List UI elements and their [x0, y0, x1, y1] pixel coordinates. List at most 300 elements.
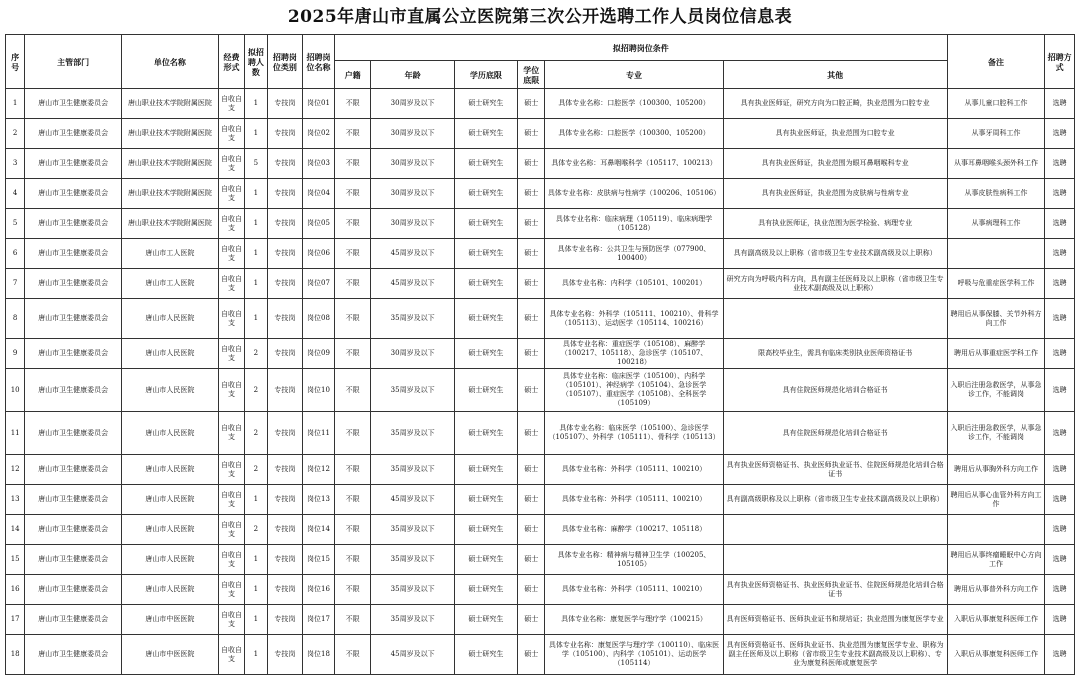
cell-hukou: 不限: [334, 89, 371, 119]
cell-pos: 岗位04: [303, 179, 335, 209]
cell-dept: 唐山市卫生健康委员会: [25, 149, 122, 179]
cell-edu: 硕士研究生: [454, 179, 517, 209]
cell-num: 1: [245, 89, 267, 119]
table-row: [6, 299, 1075, 339]
cell-num: 2: [245, 455, 267, 485]
cell-other: 具有副高级职称及以上职称（省市级卫生专业技术副高级及以上职称）: [723, 485, 947, 515]
cell-unit: 唐山职业技术学院附属医院: [122, 179, 219, 209]
cell-method: 选聘: [1045, 209, 1075, 239]
cell-other: 具有执业医师证，执业范围为眼耳鼻咽喉科专业: [723, 149, 947, 179]
cell-seq: 5: [6, 209, 25, 239]
cell-other: 具有执业医师证，研究方向为口腔正畸，执业范围为口腔专业: [723, 89, 947, 119]
cell-unit: 唐山市人民医院: [122, 485, 219, 515]
cell-other: 研究方向为呼吸内科方向，具有副主任医师及以上职称（省市级卫生专业技术副高级及以上职称）: [723, 269, 947, 299]
cell-hukou: 不限: [334, 575, 371, 605]
cell-method: 选聘: [1045, 299, 1075, 339]
header-conditions: 拟招聘岗位条件: [334, 35, 947, 61]
cell-category: 专技岗: [267, 485, 303, 515]
cell-dept: 唐山市卫生健康委员会: [25, 412, 122, 455]
header-seq: 序号: [6, 35, 25, 89]
cell-remark: 从事病理科工作: [947, 209, 1045, 239]
cell-category: 专技岗: [267, 149, 303, 179]
cell-dept: 唐山市卫生健康委员会: [25, 209, 122, 239]
cell-remark: 聘用后从事心血管外科方向工作: [947, 485, 1045, 515]
cell-category: 专技岗: [267, 545, 303, 575]
header-hukou: 户籍: [334, 61, 371, 89]
cell-hukou: 不限: [334, 149, 371, 179]
cell-num: 1: [245, 485, 267, 515]
cell-age: 45周岁及以下: [371, 239, 454, 269]
cell-hukou: 不限: [334, 119, 371, 149]
document-title: 2025年唐山市直属公立医院第三次公开选聘工作人员岗位信息表: [287, 7, 793, 27]
cell-degree: 硕士: [517, 455, 544, 485]
cell-edu: 硕士研究生: [454, 515, 517, 545]
cell-major: 具体专业名称：康复医学与理疗学（100110）、临床医学（105100）、内科学（105101）、运动医学（105114）: [545, 635, 723, 675]
cell-funding: 自收自支: [218, 299, 244, 339]
table-row: [6, 149, 1075, 179]
cell-hukou: 不限: [334, 339, 371, 369]
cell-dept: 唐山市卫生健康委员会: [25, 575, 122, 605]
cell-age: 35周岁及以下: [371, 605, 454, 635]
cell-degree: 硕士: [517, 299, 544, 339]
cell-remark: 聘用后从事重症医学科工作: [947, 339, 1045, 369]
cell-funding: 自收自支: [218, 339, 244, 369]
table-row: [6, 179, 1075, 209]
cell-num: 1: [245, 239, 267, 269]
table-row: [6, 209, 1075, 239]
cell-method: 选聘: [1045, 412, 1075, 455]
cell-method: 选聘: [1045, 485, 1075, 515]
cell-degree: 硕士: [517, 339, 544, 369]
header-dept: 主管部门: [25, 35, 122, 89]
cell-pos: 岗位05: [303, 209, 335, 239]
cell-unit: 唐山市中医医院: [122, 605, 219, 635]
cell-method: 选聘: [1045, 89, 1075, 119]
cell-funding: 自收自支: [218, 149, 244, 179]
cell-hukou: 不限: [334, 269, 371, 299]
cell-method: 选聘: [1045, 239, 1075, 269]
header-unit: 单位名称: [122, 35, 219, 89]
header-category: 招聘岗位类别: [267, 35, 303, 89]
cell-category: 专技岗: [267, 209, 303, 239]
cell-pos: 岗位06: [303, 239, 335, 269]
cell-dept: 唐山市卫生健康委员会: [25, 89, 122, 119]
cell-unit: 唐山职业技术学院附属医院: [122, 209, 219, 239]
cell-degree: 硕士: [517, 412, 544, 455]
cell-degree: 硕士: [517, 239, 544, 269]
cell-degree: 硕士: [517, 179, 544, 209]
cell-seq: 1: [6, 89, 25, 119]
cell-degree: 硕士: [517, 149, 544, 179]
cell-age: 35周岁及以下: [371, 455, 454, 485]
cell-hukou: 不限: [334, 485, 371, 515]
cell-pos: 岗位12: [303, 455, 335, 485]
cell-category: 专技岗: [267, 635, 303, 675]
cell-remark: 呼吸与危重症医学科工作: [947, 269, 1045, 299]
table-row: [6, 239, 1075, 269]
cell-dept: 唐山市卫生健康委员会: [25, 605, 122, 635]
cell-major: 具体专业名称：内科学（105101、100201）: [545, 269, 723, 299]
cell-category: 专技岗: [267, 239, 303, 269]
cell-funding: 自收自支: [218, 605, 244, 635]
cell-unit: 唐山职业技术学院附属医院: [122, 149, 219, 179]
cell-degree: 硕士: [517, 485, 544, 515]
cell-age: 35周岁及以下: [371, 545, 454, 575]
cell-edu: 硕士研究生: [454, 89, 517, 119]
cell-num: 1: [245, 119, 267, 149]
cell-age: 45周岁及以下: [371, 485, 454, 515]
cell-unit: 唐山市工人医院: [122, 269, 219, 299]
cell-seq: 15: [6, 545, 25, 575]
cell-age: 35周岁及以下: [371, 412, 454, 455]
cell-other: 具有住院医师规范化培训合格证书: [723, 369, 947, 412]
cell-other: 具有住院医师规范化培训合格证书: [723, 412, 947, 455]
cell-category: 专技岗: [267, 515, 303, 545]
table-row: [6, 369, 1075, 412]
cell-other: 具有医师资格证书、医师执业证书、执业范围为康复医学专业、职称为副主任医师及以上职称（省市级卫生专业技术副高级及以上职称）、专业为康复科医师或康复医学: [723, 635, 947, 675]
cell-degree: 硕士: [517, 635, 544, 675]
cell-category: 专技岗: [267, 299, 303, 339]
cell-unit: 唐山市人民医院: [122, 515, 219, 545]
cell-degree: 硕士: [517, 209, 544, 239]
cell-other: [723, 545, 947, 575]
cell-method: 选聘: [1045, 179, 1075, 209]
cell-degree: 硕士: [517, 269, 544, 299]
cell-category: 专技岗: [267, 412, 303, 455]
cell-major: 具体专业名称：临床病理（105119）、临床病理学（105128）: [545, 209, 723, 239]
cell-hukou: 不限: [334, 515, 371, 545]
table-row: [6, 575, 1075, 605]
cell-edu: 硕士研究生: [454, 545, 517, 575]
cell-edu: 硕士研究生: [454, 455, 517, 485]
cell-funding: 自收自支: [218, 209, 244, 239]
cell-degree: 硕士: [517, 89, 544, 119]
cell-seq: 4: [6, 179, 25, 209]
cell-pos: 岗位01: [303, 89, 335, 119]
cell-hukou: 不限: [334, 635, 371, 675]
cell-unit: 唐山职业技术学院附属医院: [122, 119, 219, 149]
cell-remark: 入职后注册急救医学，从事急诊工作，不能调岗: [947, 369, 1045, 412]
cell-seq: 14: [6, 515, 25, 545]
cell-pos: 岗位11: [303, 412, 335, 455]
table-row: [6, 455, 1075, 485]
cell-dept: 唐山市卫生健康委员会: [25, 299, 122, 339]
cell-dept: 唐山市卫生健康委员会: [25, 515, 122, 545]
cell-method: 选聘: [1045, 455, 1075, 485]
cell-num: 1: [245, 545, 267, 575]
cell-remark: 入职后注册急救医学，从事急诊工作，不能调岗: [947, 412, 1045, 455]
cell-pos: 岗位03: [303, 149, 335, 179]
cell-seq: 13: [6, 485, 25, 515]
cell-other: 具有执业医师证，执业范围为口腔专业: [723, 119, 947, 149]
cell-other: 具有执业医师资格证书、执业医师执业证书、住院医师规范化培训合格证书: [723, 575, 947, 605]
cell-remark: 聘用后从事保膝、关节外科方向工作: [947, 299, 1045, 339]
cell-unit: 唐山市人民医院: [122, 545, 219, 575]
cell-other: 具有医师资格证书、医师执业证书和规培证；执业范围为康复医学专业: [723, 605, 947, 635]
cell-pos: 岗位14: [303, 515, 335, 545]
cell-major: 具体专业名称：康复医学与理疗学（100215）: [545, 605, 723, 635]
cell-category: 专技岗: [267, 269, 303, 299]
cell-edu: 硕士研究生: [454, 239, 517, 269]
cell-remark: 聘用后从事终瘤睡眠中心方向工作: [947, 545, 1045, 575]
cell-pos: 岗位10: [303, 369, 335, 412]
cell-seq: 8: [6, 299, 25, 339]
cell-major: 具体专业名称：口腔医学（100300、105200）: [545, 89, 723, 119]
cell-unit: 唐山职业技术学院附属医院: [122, 89, 219, 119]
cell-edu: 硕士研究生: [454, 269, 517, 299]
cell-dept: 唐山市卫生健康委员会: [25, 369, 122, 412]
cell-category: 专技岗: [267, 369, 303, 412]
cell-hukou: 不限: [334, 605, 371, 635]
cell-funding: 自收自支: [218, 455, 244, 485]
cell-method: 选聘: [1045, 635, 1075, 675]
cell-age: 30周岁及以下: [371, 119, 454, 149]
header-num: 拟招聘人数: [245, 35, 267, 89]
cell-other: 限高校毕业生，需具有临床类别执业医师资格证书: [723, 339, 947, 369]
cell-hukou: 不限: [334, 209, 371, 239]
table-row: [6, 269, 1075, 299]
cell-pos: 岗位13: [303, 485, 335, 515]
cell-seq: 9: [6, 339, 25, 369]
cell-funding: 自收自支: [218, 119, 244, 149]
header-pos: 招聘岗位名称: [303, 35, 335, 89]
cell-category: 专技岗: [267, 455, 303, 485]
cell-unit: 唐山市人民医院: [122, 339, 219, 369]
cell-num: 1: [245, 575, 267, 605]
header-major: 专业: [545, 61, 723, 89]
cell-edu: 硕士研究生: [454, 339, 517, 369]
cell-major: 具体专业名称：外科学（105111、100210）: [545, 575, 723, 605]
cell-major: 具体专业名称：外科学（105111、100210）、骨科学（105113）、运动医学（105114、100216）: [545, 299, 723, 339]
header-other: 其他: [723, 61, 947, 89]
cell-seq: 7: [6, 269, 25, 299]
position-table: [5, 34, 1075, 675]
cell-major: 具体专业名称：口腔医学（100300、105200）: [545, 119, 723, 149]
cell-unit: 唐山市人民医院: [122, 412, 219, 455]
cell-funding: 自收自支: [218, 515, 244, 545]
table-row: [6, 635, 1075, 675]
cell-hukou: 不限: [334, 299, 371, 339]
cell-remark: [947, 515, 1045, 545]
cell-age: 30周岁及以下: [371, 179, 454, 209]
cell-other: 具有执业医师资格证书、执业医师执业证书、住院医师规范化培训合格证书: [723, 455, 947, 485]
cell-edu: 硕士研究生: [454, 635, 517, 675]
cell-num: 5: [245, 149, 267, 179]
cell-age: 35周岁及以下: [371, 515, 454, 545]
cell-age: 35周岁及以下: [371, 369, 454, 412]
cell-category: 专技岗: [267, 605, 303, 635]
cell-degree: 硕士: [517, 605, 544, 635]
cell-seq: 16: [6, 575, 25, 605]
cell-major: 具体专业名称：外科学（105111、100210）: [545, 455, 723, 485]
cell-category: 专技岗: [267, 89, 303, 119]
cell-pos: 岗位08: [303, 299, 335, 339]
table-row: [6, 485, 1075, 515]
table-row: [6, 605, 1075, 635]
cell-dept: 唐山市卫生健康委员会: [25, 485, 122, 515]
cell-hukou: 不限: [334, 455, 371, 485]
cell-seq: 12: [6, 455, 25, 485]
table-row: [6, 515, 1075, 545]
cell-pos: 岗位02: [303, 119, 335, 149]
cell-major: 具体专业名称：精神病与精神卫生学（100205、105105）: [545, 545, 723, 575]
cell-degree: 硕士: [517, 575, 544, 605]
cell-method: 选聘: [1045, 149, 1075, 179]
cell-category: 专技岗: [267, 179, 303, 209]
cell-major: 具体专业名称：临床医学（105100）、急诊医学（105107）、外科学（105111）、骨科学（105113）: [545, 412, 723, 455]
cell-seq: 18: [6, 635, 25, 675]
cell-remark: 入职后从事康复科医师工作: [947, 605, 1045, 635]
cell-remark: [947, 239, 1045, 269]
cell-method: 选聘: [1045, 339, 1075, 369]
cell-pos: 岗位16: [303, 575, 335, 605]
cell-other: 具有执业医师证，执业范围为皮肤病与性病专业: [723, 179, 947, 209]
header-method: 招聘方式: [1045, 35, 1075, 89]
cell-remark: 从事牙周科工作: [947, 119, 1045, 149]
cell-unit: 唐山市工人医院: [122, 239, 219, 269]
header-funding: 经费形式: [218, 35, 244, 89]
cell-edu: 硕士研究生: [454, 299, 517, 339]
cell-category: 专技岗: [267, 339, 303, 369]
cell-num: 1: [245, 299, 267, 339]
cell-other: 具有副高级及以上职称（省市级卫生专业技术副高级及以上职称）: [723, 239, 947, 269]
cell-pos: 岗位09: [303, 339, 335, 369]
cell-num: 2: [245, 369, 267, 412]
cell-major: 具体专业名称：耳鼻咽喉科学（105117、100213）: [545, 149, 723, 179]
cell-major: 具体专业名称：重症医学（105108）、麻醉学（100217、105118）、急诊医学（105107、100218）: [545, 339, 723, 369]
cell-edu: 硕士研究生: [454, 605, 517, 635]
cell-dept: 唐山市卫生健康委员会: [25, 545, 122, 575]
cell-method: 选聘: [1045, 369, 1075, 412]
cell-unit: 唐山市人民医院: [122, 299, 219, 339]
cell-remark: 从事儿童口腔科工作: [947, 89, 1045, 119]
cell-method: 选聘: [1045, 515, 1075, 545]
cell-dept: 唐山市卫生健康委员会: [25, 179, 122, 209]
cell-unit: 唐山市人民医院: [122, 455, 219, 485]
cell-major: 具体专业名称：公共卫生与预防医学（077900、100400）: [545, 239, 723, 269]
cell-seq: 17: [6, 605, 25, 635]
cell-edu: 硕士研究生: [454, 485, 517, 515]
cell-category: 专技岗: [267, 119, 303, 149]
cell-edu: 硕士研究生: [454, 369, 517, 412]
cell-method: 选聘: [1045, 269, 1075, 299]
cell-seq: 2: [6, 119, 25, 149]
cell-method: 选聘: [1045, 605, 1075, 635]
cell-dept: 唐山市卫生健康委员会: [25, 239, 122, 269]
cell-edu: 硕士研究生: [454, 412, 517, 455]
cell-age: 30周岁及以下: [371, 209, 454, 239]
cell-dept: 唐山市卫生健康委员会: [25, 119, 122, 149]
cell-dept: 唐山市卫生健康委员会: [25, 635, 122, 675]
cell-seq: 3: [6, 149, 25, 179]
cell-major: 具体专业名称：外科学（105111、100210）: [545, 485, 723, 515]
cell-funding: 自收自支: [218, 89, 244, 119]
cell-age: 35周岁及以下: [371, 299, 454, 339]
table-row: [6, 119, 1075, 149]
cell-method: 选聘: [1045, 575, 1075, 605]
cell-category: 专技岗: [267, 575, 303, 605]
cell-age: 45周岁及以下: [371, 269, 454, 299]
cell-other: 具有执业医师证，执业范围为医学检验、病理专业: [723, 209, 947, 239]
cell-num: 1: [245, 635, 267, 675]
cell-remark: 聘用后从事普外科方向工作: [947, 575, 1045, 605]
cell-funding: 自收自支: [218, 239, 244, 269]
cell-hukou: 不限: [334, 369, 371, 412]
cell-remark: 聘用后从事胸外科方向工作: [947, 455, 1045, 485]
cell-funding: 自收自支: [218, 269, 244, 299]
cell-num: 2: [245, 339, 267, 369]
cell-other: [723, 299, 947, 339]
cell-remark: 入职后从事康复科医师工作: [947, 635, 1045, 675]
cell-hukou: 不限: [334, 545, 371, 575]
cell-degree: 硕士: [517, 369, 544, 412]
cell-pos: 岗位15: [303, 545, 335, 575]
cell-seq: 6: [6, 239, 25, 269]
cell-num: 1: [245, 209, 267, 239]
cell-funding: 自收自支: [218, 179, 244, 209]
cell-funding: 自收自支: [218, 485, 244, 515]
cell-hukou: 不限: [334, 412, 371, 455]
header-age: 年龄: [371, 61, 454, 89]
header-remark: 备注: [947, 35, 1045, 89]
header-edu: 学历底限: [454, 61, 517, 89]
cell-degree: 硕士: [517, 119, 544, 149]
cell-age: 45周岁及以下: [371, 635, 454, 675]
cell-age: 30周岁及以下: [371, 149, 454, 179]
cell-method: 选聘: [1045, 119, 1075, 149]
cell-funding: 自收自支: [218, 369, 244, 412]
cell-num: 1: [245, 605, 267, 635]
cell-seq: 11: [6, 412, 25, 455]
cell-age: 30周岁及以下: [371, 89, 454, 119]
cell-pos: 岗位17: [303, 605, 335, 635]
cell-funding: 自收自支: [218, 635, 244, 675]
cell-num: 1: [245, 179, 267, 209]
cell-degree: 硕士: [517, 545, 544, 575]
cell-major: 具体专业名称：麻醉学（100217、105118）: [545, 515, 723, 545]
cell-funding: 自收自支: [218, 545, 244, 575]
cell-method: 选聘: [1045, 545, 1075, 575]
cell-edu: 硕士研究生: [454, 575, 517, 605]
cell-funding: 自收自支: [218, 575, 244, 605]
cell-major: 具体专业名称：皮肤病与性病学（100206、105106）: [545, 179, 723, 209]
header-degree: 学位底限: [517, 61, 544, 89]
cell-num: 2: [245, 412, 267, 455]
cell-age: 35周岁及以下: [371, 575, 454, 605]
cell-dept: 唐山市卫生健康委员会: [25, 269, 122, 299]
cell-major: 具体专业名称：临床医学（105100）、内科学（105101）、神经病学（105104）、急诊医学（105107）、重症医学（105108）、全科医学（105109）: [545, 369, 723, 412]
cell-hukou: 不限: [334, 179, 371, 209]
cell-pos: 岗位18: [303, 635, 335, 675]
table-row: [6, 89, 1075, 119]
cell-dept: 唐山市卫生健康委员会: [25, 455, 122, 485]
cell-edu: 硕士研究生: [454, 119, 517, 149]
cell-edu: 硕士研究生: [454, 209, 517, 239]
cell-remark: 从事耳鼻咽喉头颈外科工作: [947, 149, 1045, 179]
cell-unit: 唐山市中医医院: [122, 635, 219, 675]
table-row: [6, 545, 1075, 575]
table-row: [6, 339, 1075, 369]
cell-unit: 唐山市人民医院: [122, 575, 219, 605]
cell-funding: 自收自支: [218, 412, 244, 455]
cell-edu: 硕士研究生: [454, 149, 517, 179]
cell-pos: 岗位07: [303, 269, 335, 299]
cell-degree: 硕士: [517, 515, 544, 545]
cell-num: 1: [245, 269, 267, 299]
cell-age: 30周岁及以下: [371, 339, 454, 369]
table-header-row: [6, 35, 1075, 61]
cell-dept: 唐山市卫生健康委员会: [25, 339, 122, 369]
